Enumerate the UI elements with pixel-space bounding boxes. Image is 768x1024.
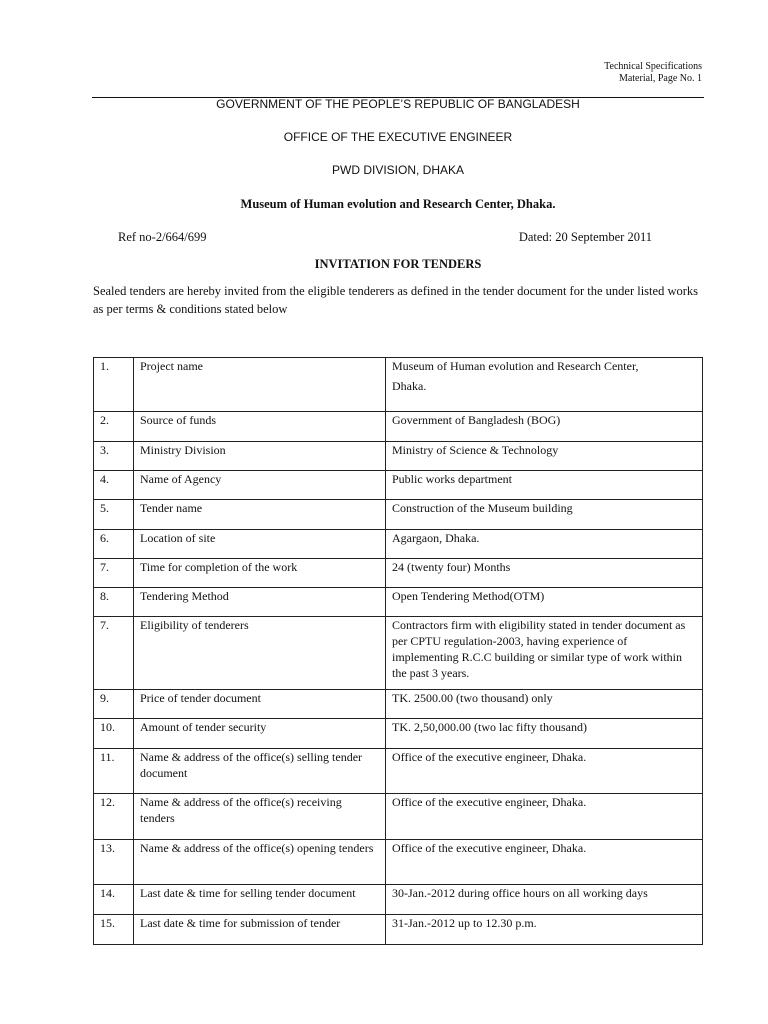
row-value: Office of the executive engineer, Dhaka. xyxy=(386,794,703,840)
table-row xyxy=(94,719,703,749)
intro-paragraph: Sealed tenders are hereby invited from the eligible tenderers as defined in the tender document for the under listed works as per terms & conditions stated below xyxy=(93,284,698,316)
row-number: 11. xyxy=(94,749,134,794)
row-value: Government of Bangladesh (BOG) xyxy=(386,412,703,442)
row-number: 9. xyxy=(94,690,134,719)
row-number: 2. xyxy=(94,412,134,442)
table-row xyxy=(94,915,703,945)
row-label: Location of site xyxy=(134,530,386,559)
row-label: Project name xyxy=(134,358,386,412)
row-number: 3. xyxy=(94,442,134,471)
row-number: 15. xyxy=(94,915,134,945)
row-value: 30-Jan.-2012 during office hours on all working days xyxy=(386,885,703,915)
table-row xyxy=(94,885,703,915)
row-value: Ministry of Science & Technology xyxy=(386,442,703,471)
row-label: Price of tender document xyxy=(134,690,386,719)
table-row xyxy=(94,500,703,530)
table-row xyxy=(94,749,703,794)
row-number: 7. xyxy=(94,559,134,588)
table-row xyxy=(94,559,703,588)
table-row xyxy=(94,588,703,617)
row-value: Agargaon, Dhaka. xyxy=(386,530,703,559)
document-date: Dated: 20 September 2011 xyxy=(518,230,652,244)
row-label: Time for completion of the work xyxy=(134,559,386,588)
row-number: 1. xyxy=(94,358,134,412)
row-value: Public works department xyxy=(386,471,703,500)
table-row xyxy=(94,471,703,500)
table-row xyxy=(94,442,703,471)
row-value: Open Tendering Method(OTM) xyxy=(386,588,703,617)
row-value-line: Museum of Human evolution and Research Center, xyxy=(392,359,639,373)
row-value: 31-Jan.-2012 up to 12.30 p.m. xyxy=(386,915,703,945)
row-number: 5. xyxy=(94,500,134,530)
row-value: Office of the executive engineer, Dhaka. xyxy=(386,840,703,885)
page-header xyxy=(604,61,702,85)
row-number: 8. xyxy=(94,588,134,617)
project-title: Museum of Human evolution and Research Center, Dhaka. xyxy=(240,197,556,211)
row-number: 12. xyxy=(94,794,134,840)
row-label: Amount of tender security xyxy=(134,719,386,749)
table-row xyxy=(94,530,703,559)
row-label: Name & address of the office(s) receiving tenders xyxy=(134,794,386,840)
table-row xyxy=(94,412,703,442)
row-label: Source of funds xyxy=(134,412,386,442)
row-value: Office of the executive engineer, Dhaka. xyxy=(386,749,703,794)
office-title: OFFICE OF THE EXECUTIVE ENGINEER xyxy=(283,130,513,144)
row-number: 4. xyxy=(94,471,134,500)
row-number: 6. xyxy=(94,530,134,559)
row-number: 14. xyxy=(94,885,134,915)
row-label: Name of Agency xyxy=(134,471,386,500)
row-value-line: Dhaka. xyxy=(392,379,427,393)
row-value: Contractors firm with eligibility stated in tender document as per CPTU regulation-2003, having experience of implementing R.C.C building or similar type of work within the past 3 years. xyxy=(386,617,703,690)
table-row xyxy=(94,690,703,719)
row-label: Ministry Division xyxy=(134,442,386,471)
table-row xyxy=(94,358,703,412)
row-value: TK. 2,50,000.00 (two lac fifty thousand) xyxy=(386,719,703,749)
row-label: Last date & time for submission of tender xyxy=(134,915,386,945)
row-value: 24 (twenty four) Months xyxy=(386,559,703,588)
row-label: Last date & time for selling tender document xyxy=(134,885,386,915)
table-row xyxy=(94,840,703,885)
row-value: TK. 2500.00 (two thousand) only xyxy=(386,690,703,719)
table-row xyxy=(94,794,703,840)
reference-number: Ref no-2/664/699 xyxy=(118,230,207,244)
row-number: 13. xyxy=(94,840,134,885)
row-number: 10. xyxy=(94,719,134,749)
division-title: PWD DIVISION, DHAKA xyxy=(331,163,465,177)
header-page-number: Material, Page No. 1 xyxy=(618,73,702,84)
row-value: Construction of the Museum building xyxy=(386,500,703,530)
header-doc-type: Technical Specifications xyxy=(604,61,702,72)
row-label: Name & address of the office(s) opening tenders xyxy=(134,840,386,885)
row-label: Tender name xyxy=(134,500,386,530)
row-label: Eligibility of tenderers xyxy=(134,617,386,690)
row-label: Tendering Method xyxy=(134,588,386,617)
row-label: Name & address of the office(s) selling tender document xyxy=(134,749,386,794)
table-row xyxy=(94,617,703,690)
row-number: 7. xyxy=(94,617,134,690)
row-value xyxy=(386,358,703,412)
invitation-title: INVITATION FOR TENDERS xyxy=(314,257,482,271)
tender-details-table xyxy=(93,357,703,945)
government-title: GOVERNMENT OF THE PEOPLE’S REPUBLIC OF BANGLADESH xyxy=(216,97,580,111)
